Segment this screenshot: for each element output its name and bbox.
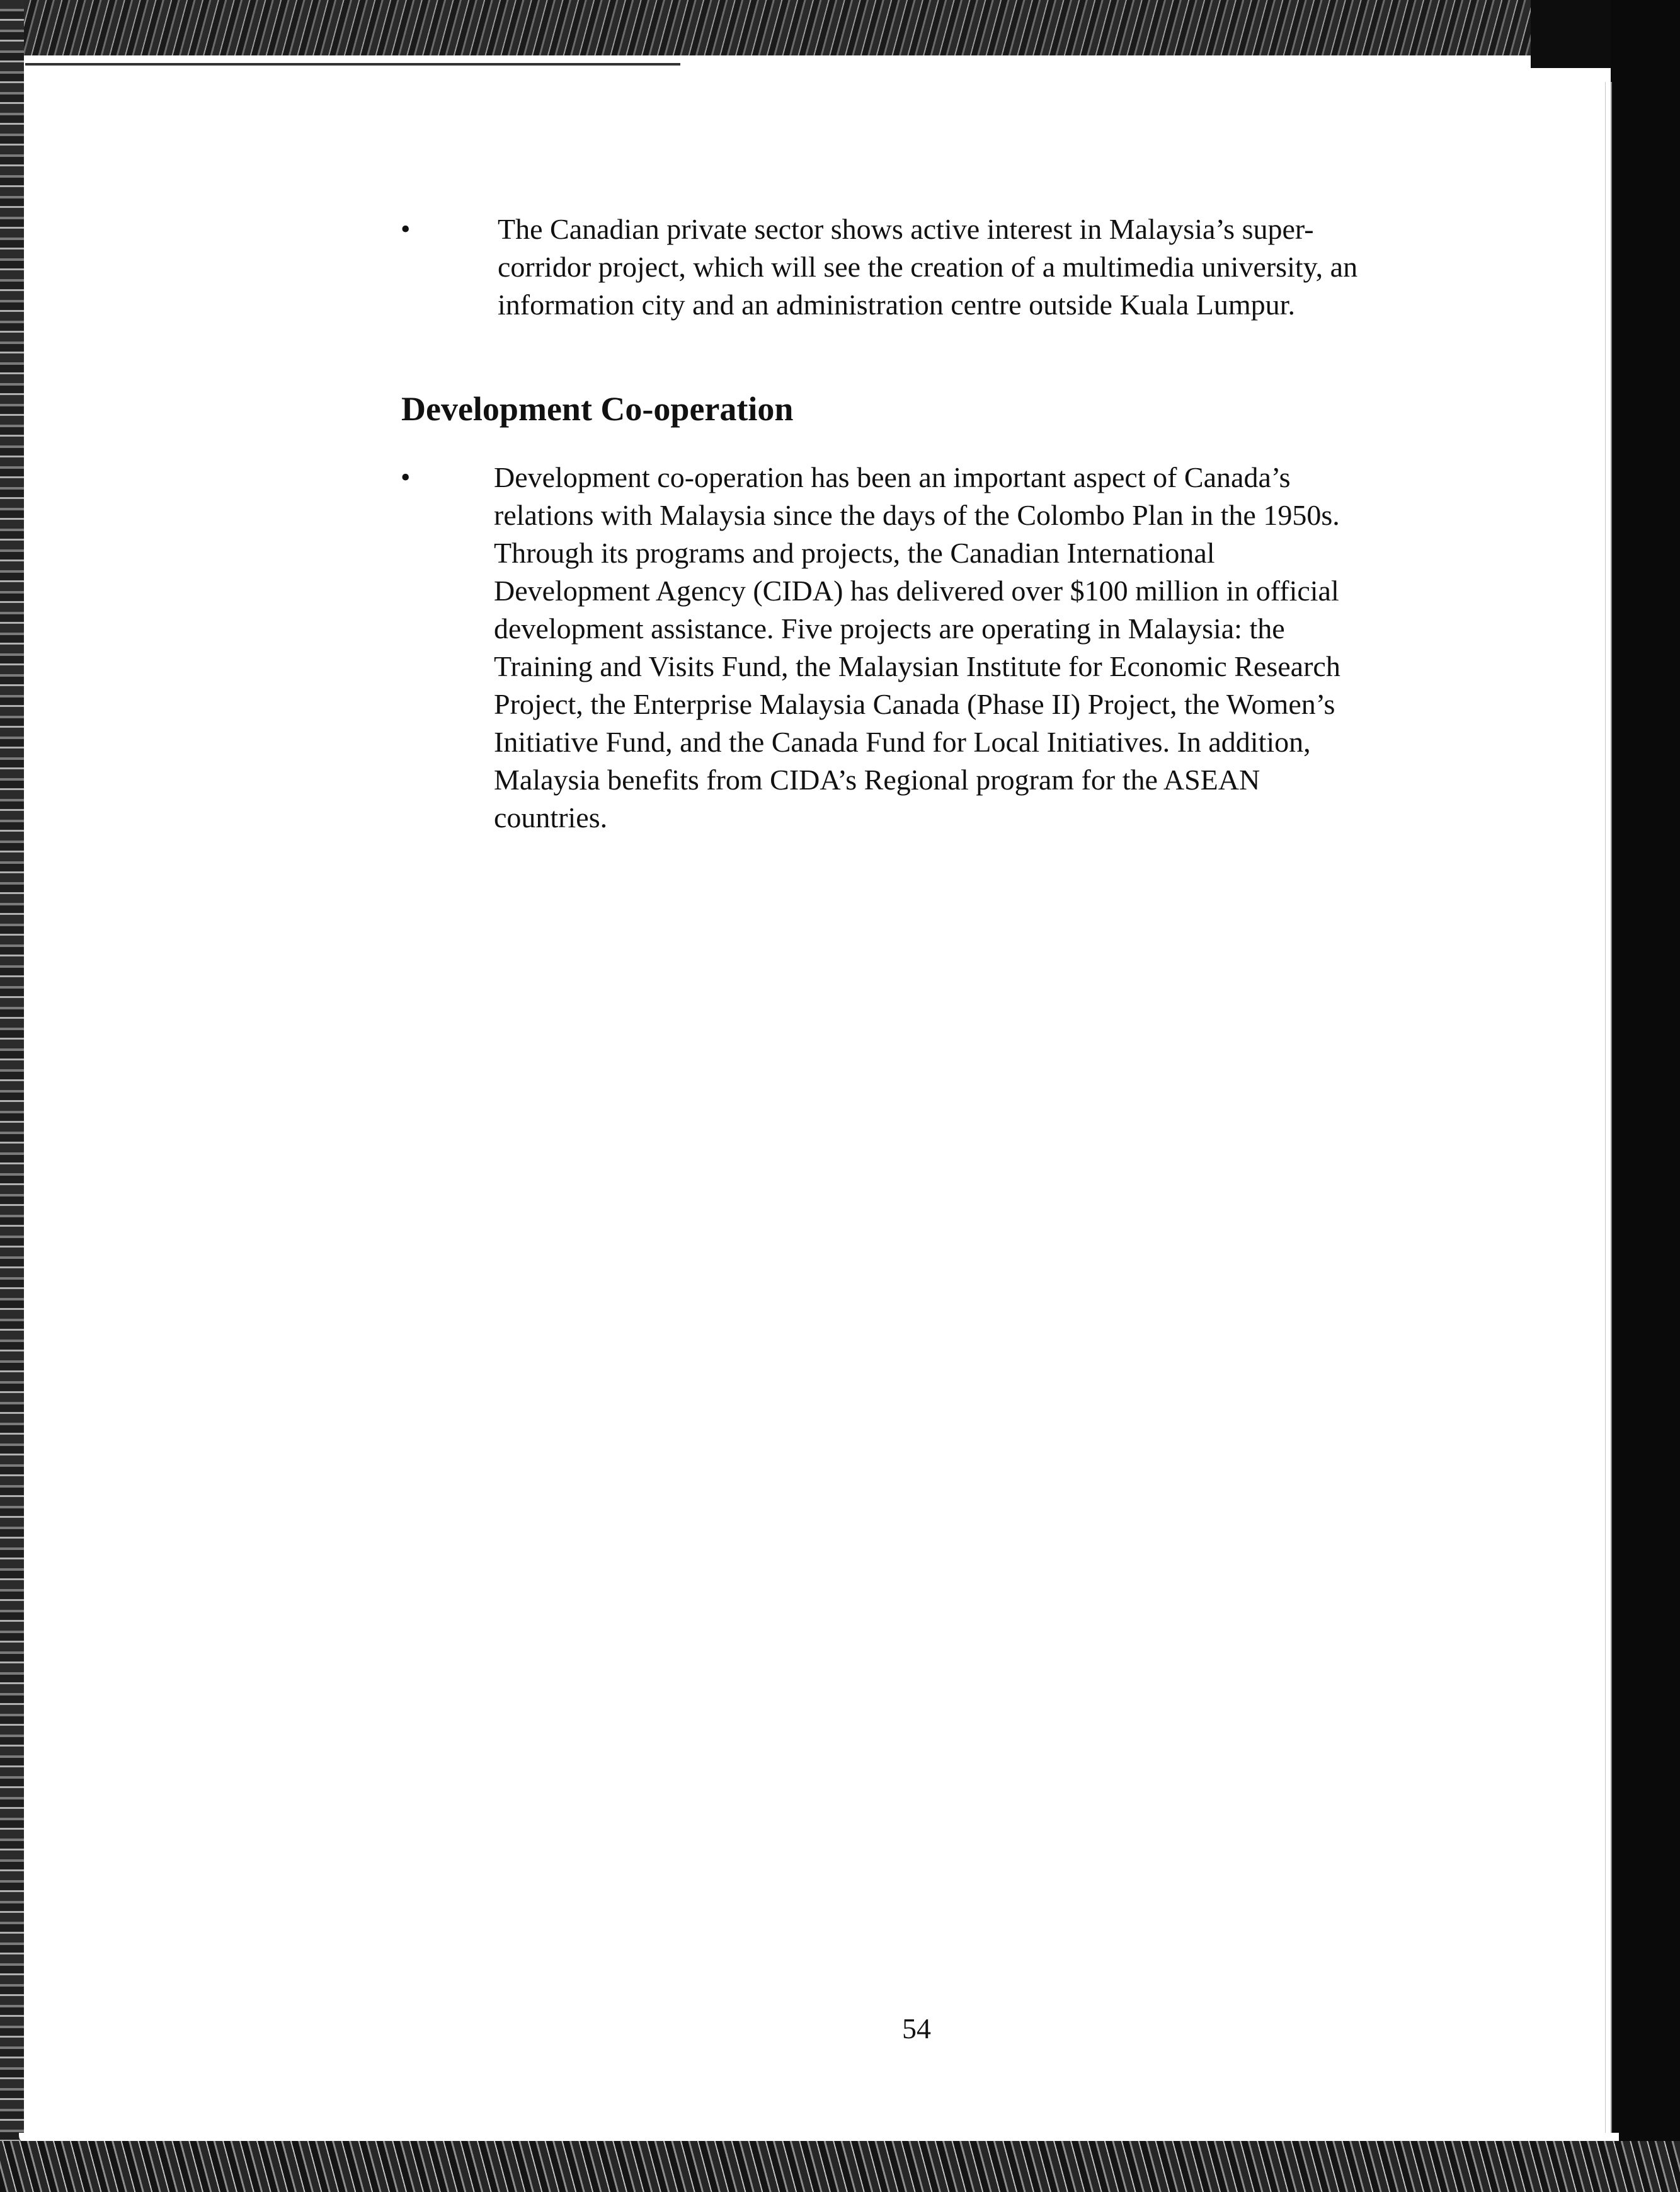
scan-rule-top [25, 63, 680, 66]
scan-line-right-inner [1605, 82, 1606, 2142]
scan-edge-bottom [0, 2141, 1680, 2192]
scan-edge-top [0, 0, 1680, 55]
bullet-marker-2: • [401, 462, 411, 493]
bullet-text-private-sector: The Canadian private sector shows active interest in Malaysia’s super- corridor project, which will see the creation of a multimedia university, an information city and an administration centre outside Kuala Lumpur. [498, 213, 1358, 321]
scan-edge-right [1611, 0, 1680, 2192]
bullet-item-development [494, 459, 1577, 837]
scan-line-right [1611, 82, 1612, 2142]
bullet-text-development: Development co-operation has been an important aspect of Canada’s relations with Malaysia since the days of the Colombo Plan in the 1950s. Through its programs and projects, the Canadian International Development Agency (CIDA) has delivered over $100 million in official development assistance. Five projects are operating in Malaysia: the Training and Visits Fund, the Malaysian Institute for Economic Research Project, the Enterprise Malaysia Canada (Phase II) Project, the Women’s Initiative Fund, and the Canada Fund for Local Initiatives. In addition, Malaysia benefits from CIDA’s Regional program for the ASEAN countries. [494, 461, 1340, 834]
page-number: 54 [902, 2012, 931, 2045]
section-heading: Development Co-operation [401, 390, 794, 428]
bullet-marker-1: • [401, 214, 411, 244]
bullet-item-private-sector [498, 210, 1581, 324]
scan-edge-left [0, 0, 24, 2192]
